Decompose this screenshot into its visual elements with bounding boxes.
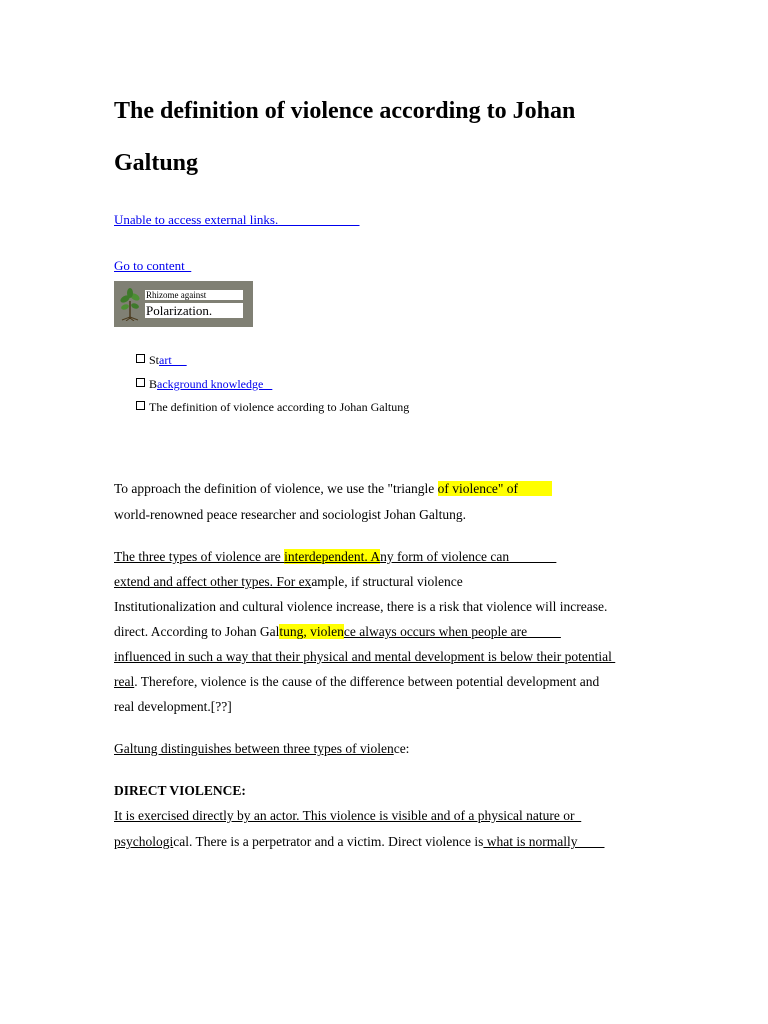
para2-line-2: extend and affect other types. For example, if structural violence [114, 574, 463, 589]
direct-violence-heading: DIRECT VIOLENCE: [114, 783, 246, 798]
go-to-content-link[interactable]: Go to content [114, 258, 192, 273]
direct-line-1: It is exercised directly by an actor. This violence is visible and of a physical nature or [114, 808, 582, 823]
direct-line-2: psychological. There is a perpetrator and a victim. Direct violence is what is normally [114, 834, 605, 849]
external-links-notice-link[interactable]: Unable to access external links. [114, 212, 360, 227]
page-title: The definition of violence according to Johan Galtung [114, 98, 576, 176]
para2-line-7: real development.[??] [114, 699, 232, 714]
checkbox-icon [136, 378, 145, 387]
site-logo[interactable] [114, 281, 253, 327]
breadcrumb-item-start[interactable]: Start [136, 350, 409, 374]
logo-tagline: Rhizome against [145, 290, 243, 300]
intro-line-1: To approach the definition of violence, we use the "triangle of violence" of [114, 481, 552, 496]
checkbox-icon [136, 401, 145, 410]
breadcrumb-item-current: The definition of violence according to Johan Galtung [136, 397, 409, 421]
plant-icon [117, 287, 143, 321]
para2-line-1: The three types of violence are interdependent. Any form of violence can [114, 549, 557, 564]
logo-name: Polarization. [145, 303, 243, 318]
checkbox-icon [136, 354, 145, 363]
para2-line-6: real. Therefore, violence is the cause of the difference between potential development and [114, 674, 600, 689]
breadcrumb [136, 350, 409, 421]
para2-line-3: Institutionalization and cultural violence increase, there is a risk that violence will increase. [114, 599, 608, 614]
intro-line-2: world-renowned peace researcher and sociologist Johan Galtung. [114, 507, 466, 522]
breadcrumb-item-background[interactable]: Background knowledge [136, 374, 409, 398]
para2-line-5: influenced in such a way that their physical and mental development is below their potential [114, 649, 616, 664]
types-intro: Galtung distinguishes between three types of violence: [114, 741, 410, 756]
para2-line-4: direct. According to Johan Galtung, violence always occurs when people are [114, 624, 561, 639]
